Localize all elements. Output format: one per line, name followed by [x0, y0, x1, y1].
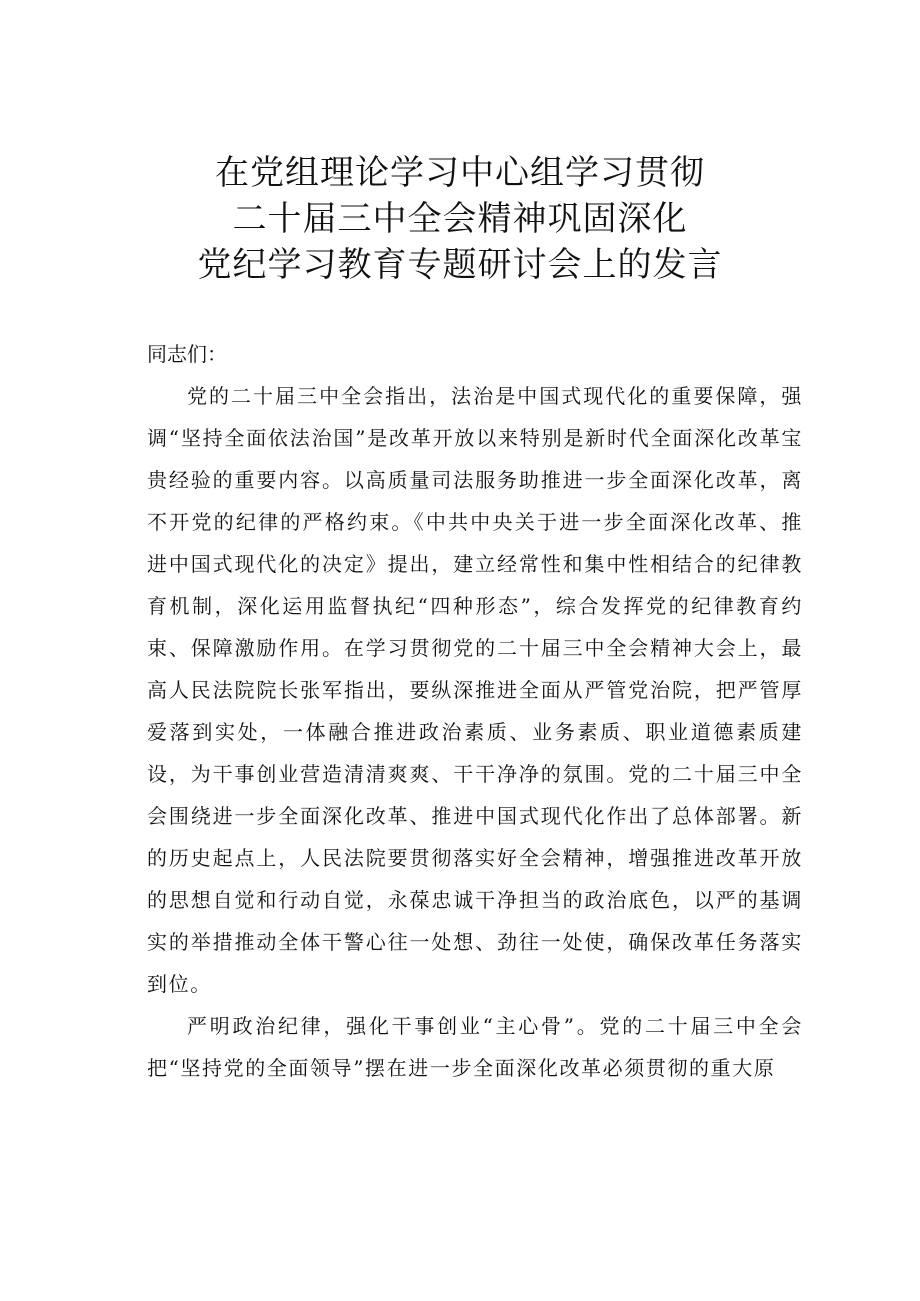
body-paragraph-2: 严明政治纪律，强化干事创业“主心骨”。党的二十届三中全会把“坚持党的全面领导”摆在进一步全面深化改革必须贯彻的重大原: [147, 1014, 803, 1080]
document-body: [147, 333, 803, 1089]
title-line-1: 在党组理论学习中心组学习贯彻: [215, 153, 705, 193]
title-line-2: 二十届三中全会精神巩固深化: [232, 199, 688, 239]
title-line-3: 党纪学习教育专题研讨会上的发言: [197, 245, 723, 285]
salutation: 同志们：: [147, 342, 227, 366]
body-paragraph-1: 党的二十届三中全会指出，法治是中国式现代化的重要保障，强调“坚持全面依法治国”是改革开放以来特别是新时代全面深化改革宝贵经验的重要内容。以高质量司法服务助推进一步全面深化改革，离不开党的纪律的严格约束。《中共中央关于进一步全面深化改革、推进中国式现代化的决定》提出，建立经常性和集中性相结合的纪律教育机制，深化运用监督执纪“四种形态”，综合发挥党的纪律教育约束、保障激励作用。在学习贯彻党的二十届三中全会精神大会上，最高人民法院院长张军指出，要纵深推进全面从严管党治院，把严管厚爱落到实处，一体融合推进政治素质、业务素质、职业道德素质建设，为干事创业营造清清爽爽、干干净净的氛围。党的二十届三中全会围绕进一步全面深化改革、推进中国式现代化作出了总体部署。新的历史起点上，人民法院要贯彻落实好全会精神，增强推进改革开放的思想自觉和行动自觉，永葆忠诚干净担当的政治底色，以严的基调实的举措推动全体干警心往一处想、劲往一处使，确保改革任务落实到位。: [147, 384, 803, 996]
document-title: [0, 150, 920, 288]
